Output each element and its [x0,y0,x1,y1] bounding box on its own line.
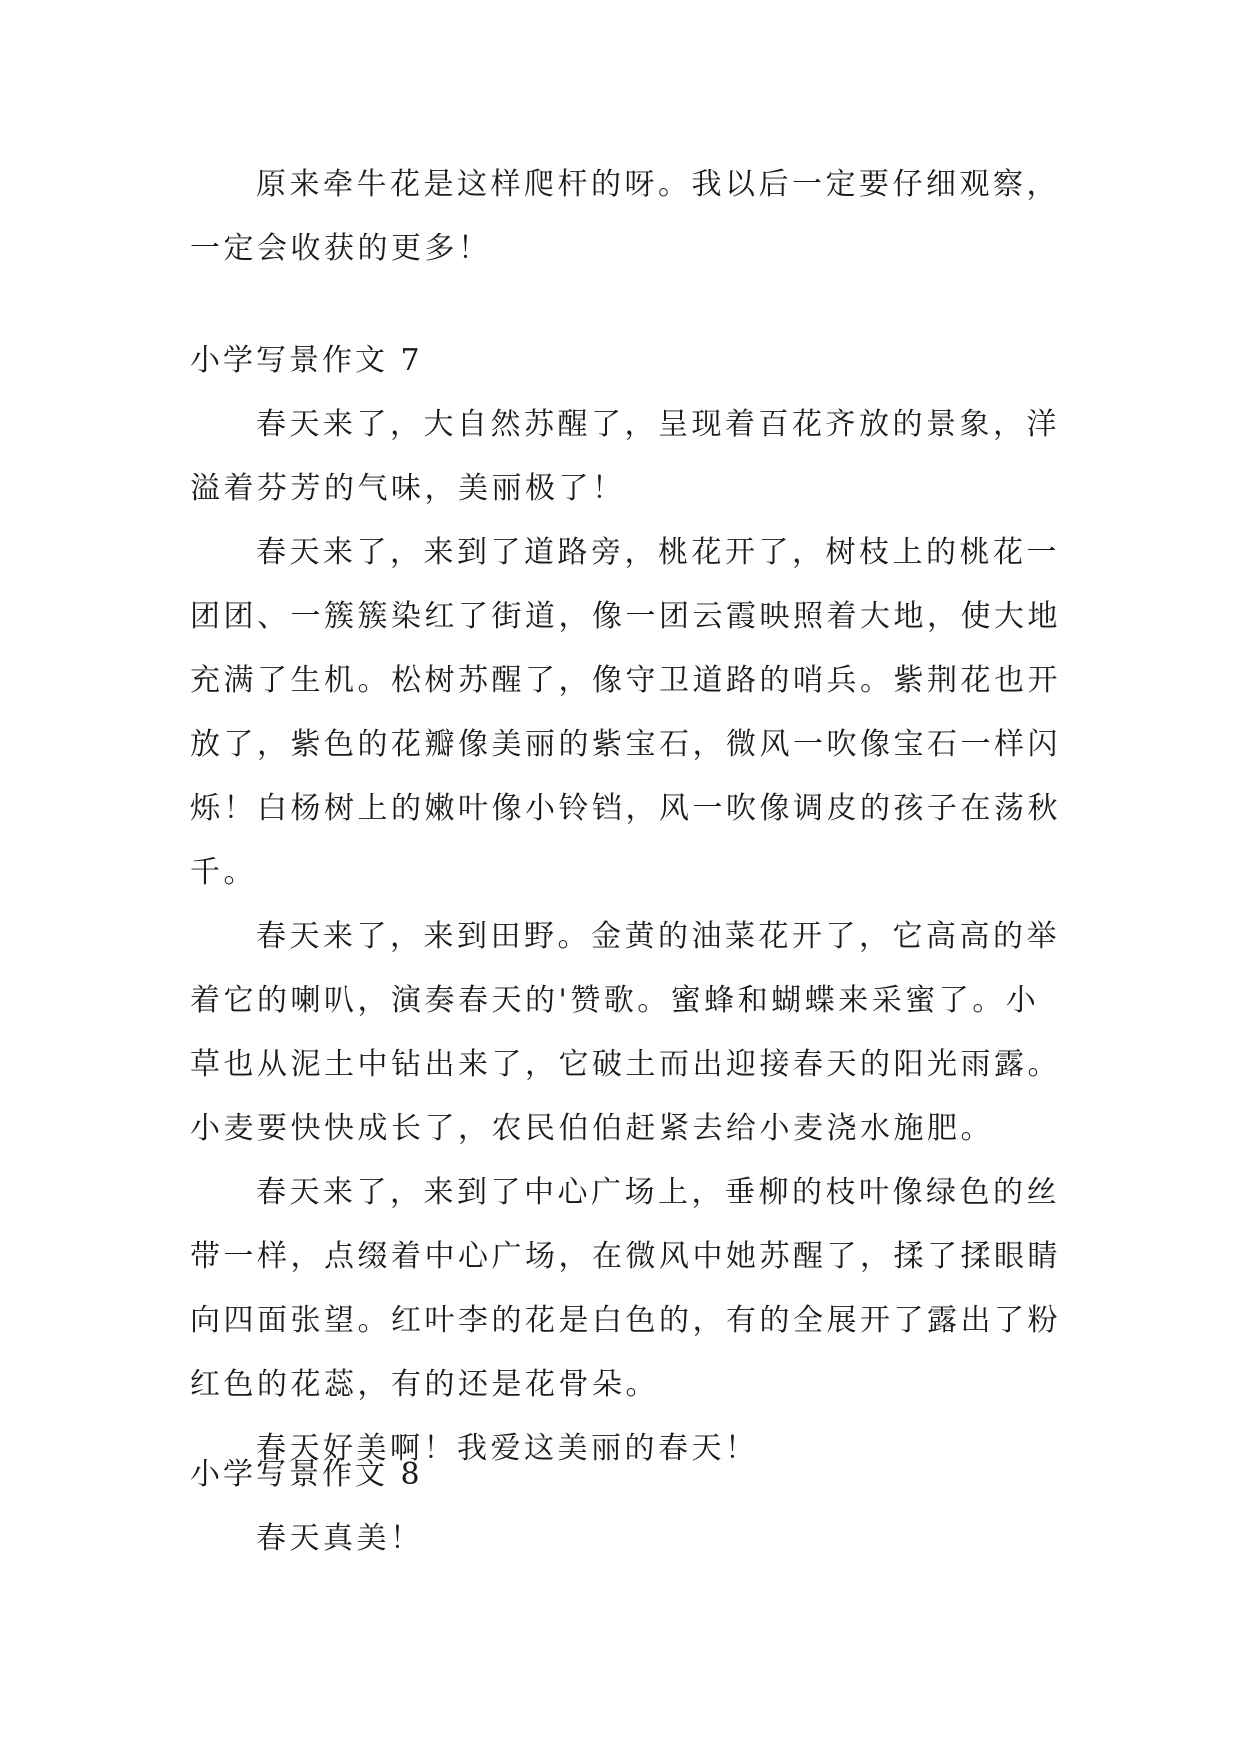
paragraph [190,905,1061,1161]
paragraph-line: 充满了生机。松树苏醒了，像守卫道路的哨兵。紫荆花也开 [190,663,1061,698]
paragraph-line: 红色的花蕊，有的还是花骨朵。 [190,1367,659,1402]
paragraph-line: 烁！白杨树上的嫩叶像小铃铛，风一吹像调皮的孩子在荡秋 [190,791,1061,826]
paragraph-line: 春天来了，来到了道路旁，桃花开了，树枝上的桃花一 [256,535,1060,570]
paragraph-line: 小麦要快快成长了，农民伯伯赶紧去给小麦浇水施肥。 [190,1111,994,1146]
paragraph-line: 千。 [190,855,257,890]
paragraph-line: 春天来了，来到了中心广场上，垂柳的枝叶像绿色的丝 [256,1175,1060,1210]
paragraph-line: 原来牵牛花是这样爬杆的呀。我以后一定要仔细观察， [256,167,1060,202]
paragraph-line: 草也从泥土中钻出来了，它破土而出迎接春天的阳光雨露。 [190,1047,1061,1082]
paragraph-line: 放了，紫色的花瓣像美丽的紫宝石，微风一吹像宝石一样闪 [190,727,1061,762]
paragraph-line: 向四面张望。红叶李的花是白色的，有的全展开了露出了粉 [190,1303,1061,1338]
paragraph-line: 春天来了，大自然苏醒了，呈现着百花齐放的景象，洋 [256,407,1060,442]
paragraph-line: 春天真美！ [256,1521,424,1556]
section-heading: 小学写景作文 7 [190,343,423,378]
paragraph-line: 团团、一簇簇染红了街道，像一团云霞映照着大地，使大地 [190,599,1061,634]
paragraph [190,1161,1061,1417]
intro-paragraph [190,153,1060,281]
paragraph-line: 着它的喇叭，演奏春天的'赞歌。蜜蜂和蝴蝶来采蜜了。小 [190,983,1040,1018]
paragraph [190,393,1060,521]
paragraph [190,521,1061,905]
paragraph [190,1507,1050,1571]
section-8 [190,1443,1050,1571]
paragraph-line: 带一样，点缀着中心广场，在微风中她苏醒了，揉了揉眼睛 [190,1239,1061,1274]
paragraph-line: 春天来了，来到田野。金黄的油菜花开了，它高高的举 [256,919,1060,954]
paragraph-line: 一定会收获的更多！ [190,231,492,266]
section-heading: 小学写景作文 8 [190,1457,423,1492]
paragraph-line: 春天好美啊！我爱这美丽的春天！ [256,1431,759,1466]
section-7 [190,329,1061,1481]
paragraph-line: 溢着芬芳的气味，美丽极了！ [190,471,626,506]
